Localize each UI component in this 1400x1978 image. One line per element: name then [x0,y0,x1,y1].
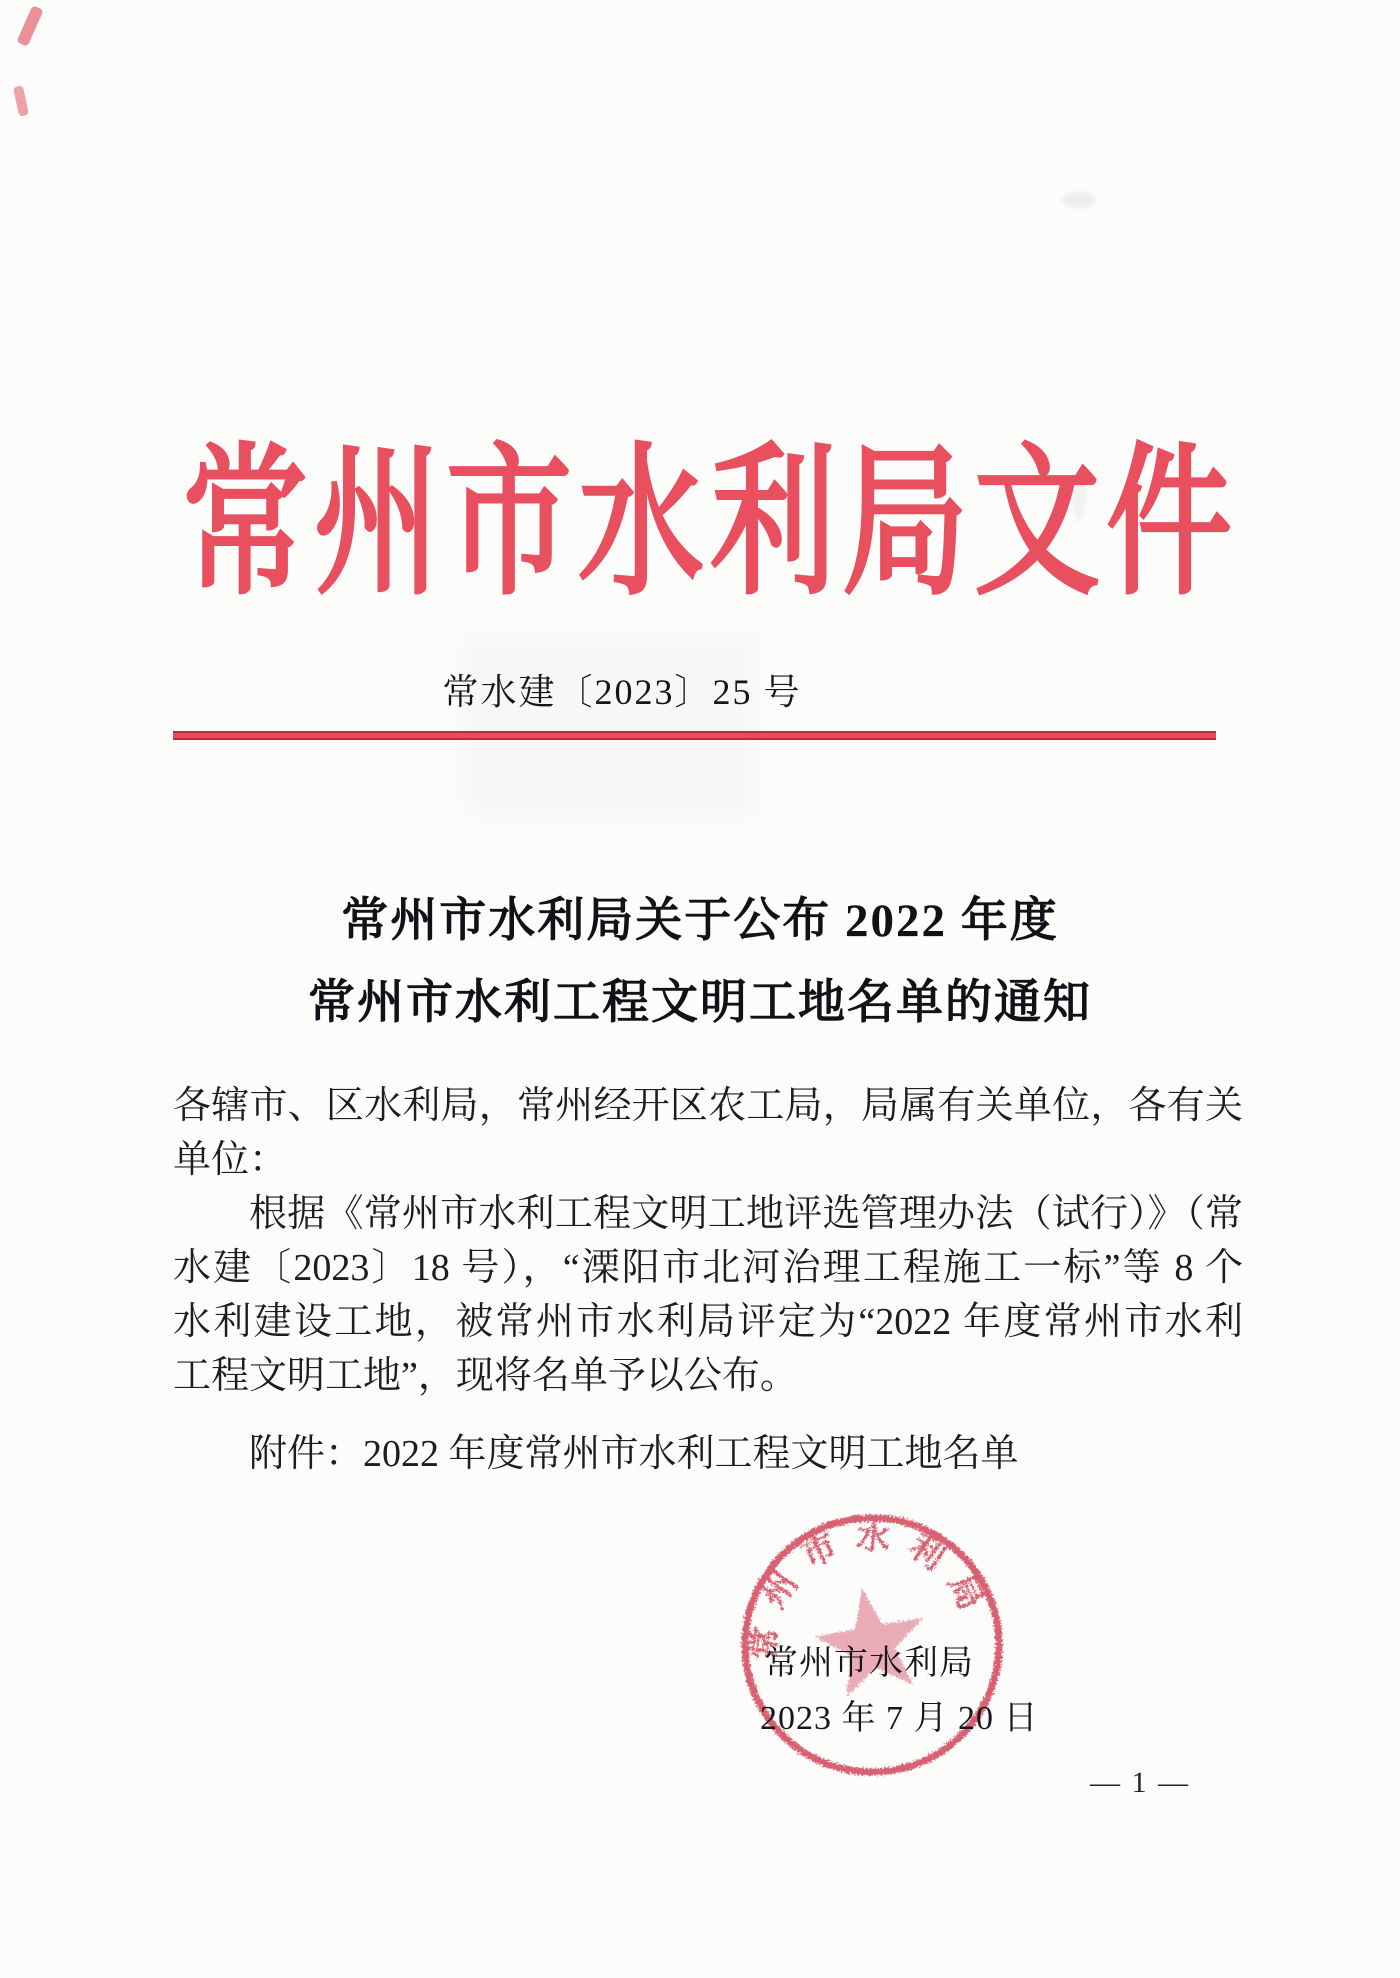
body-line: 工程文明工地”，现将名单予以公布。 [173,1355,798,1397]
notice-title-line2: 常州市水利工程文明工地名单的通知 [308,977,1092,1029]
signature-agency: 常州市水利局 [764,1645,974,1682]
page-number: — 1 — [1090,1766,1190,1799]
letterhead-divider-line [173,731,1216,740]
body-line: 根据《常州市水利工程文明工地评选管理办法（试行）》（常 [249,1193,1243,1235]
seal-arc-text: 常州市水利局 [745,1518,996,1662]
attachment-reference: 附件：2022 年度常州市水利工程文明工地名单 [249,1433,1019,1475]
scan-artifact [1062,192,1096,208]
agency-letterhead-title: 常州市水利局文件 [182,434,1238,616]
scan-artifact [16,5,43,46]
document-number: 常水建〔2023〕25 号 [442,672,802,712]
body-line: 各辖市、区水利局，常州经开区农工局，局属有关单位，各有关 [173,1085,1243,1127]
body-line: 水建〔2023〕18 号），“溧阳市北河治理工程施工一标”等 8 个 [173,1247,1243,1289]
signature-date: 2023 年 7 月 20 日 [760,1700,1039,1737]
body-line: 水利建设工地，被常州市水利局评定为“2022 年度常州市水利 [173,1301,1243,1343]
scan-artifact [460,630,760,820]
notice-title-line1: 常州市水利局关于公布 2022 年度 [341,895,1059,947]
body-line: 单位： [173,1139,288,1181]
notice-body [173,1079,1243,1403]
notice-title [0,880,1400,1044]
scan-artifact [13,85,29,116]
